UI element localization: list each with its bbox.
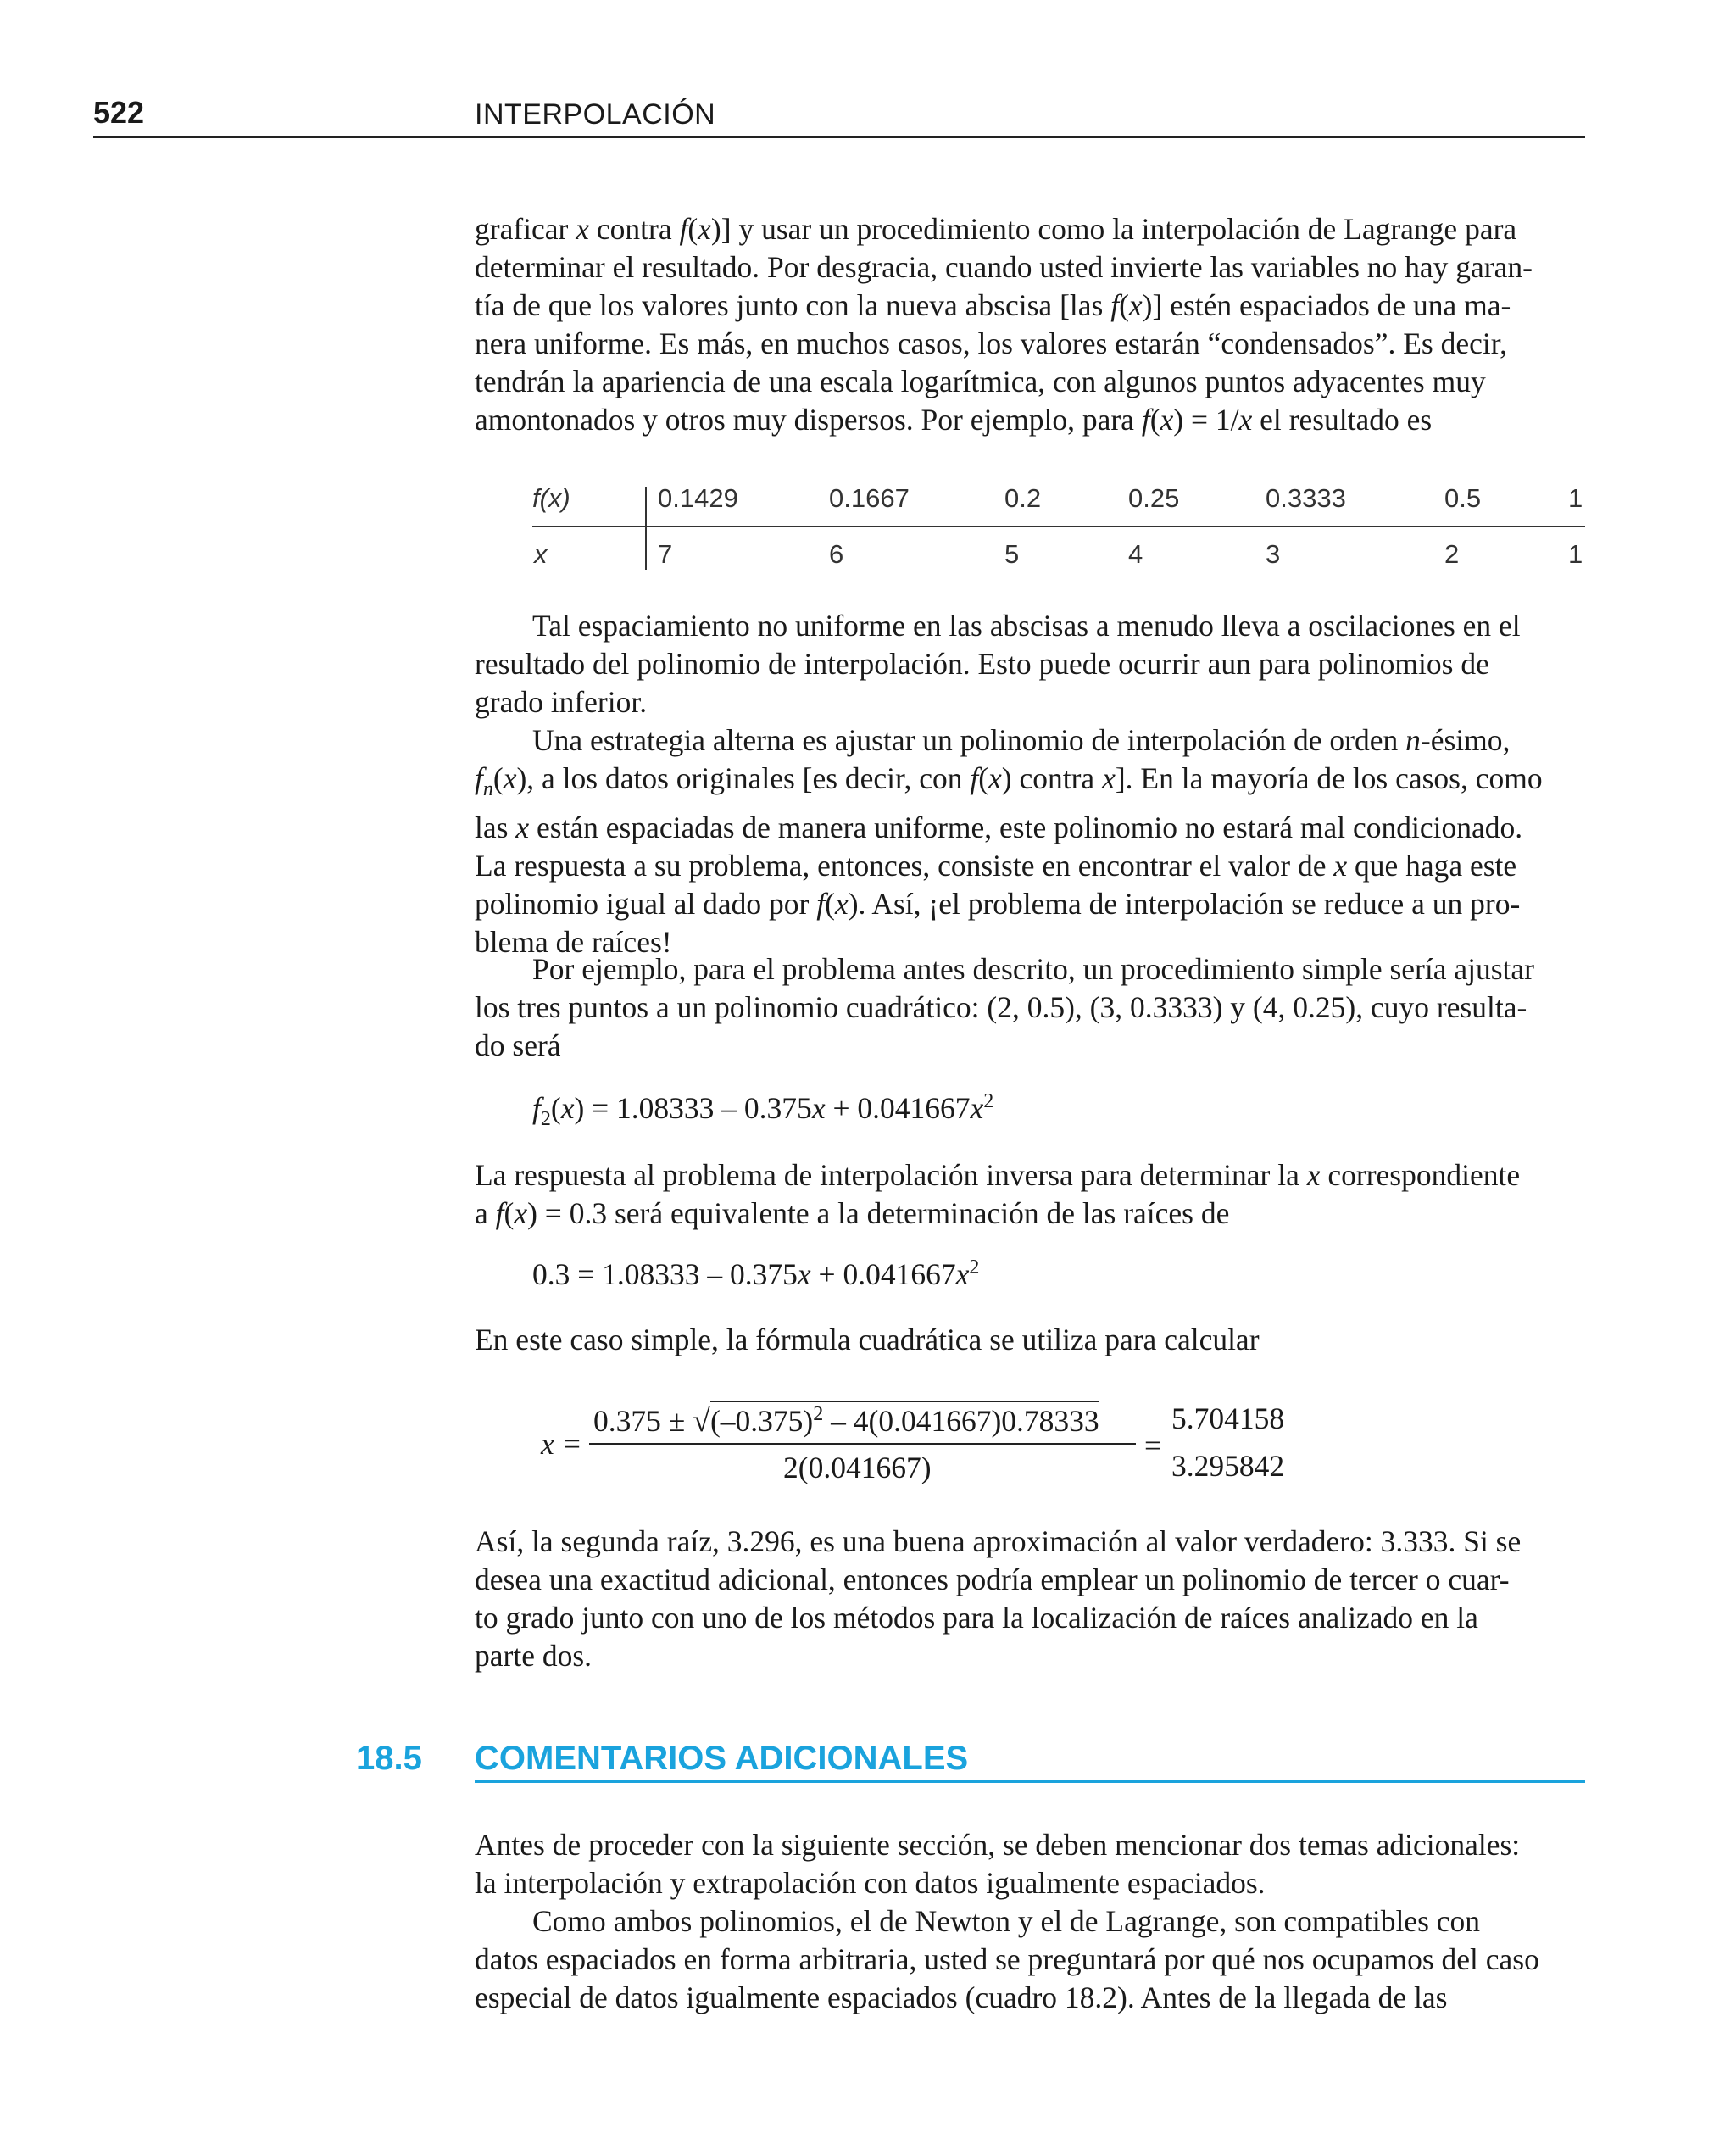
table-cell: 0.25 bbox=[1128, 483, 1180, 513]
paragraph-8 bbox=[475, 1826, 1585, 1902]
table-cell: 1 bbox=[1568, 539, 1583, 569]
paragraph-2 bbox=[475, 607, 1585, 721]
paragraph-9 bbox=[475, 1902, 1585, 2017]
section-title: COMENTARIOS ADICIONALES bbox=[475, 1740, 969, 1777]
text-line: La respuesta a su problema, entonces, consiste en encontrar el valor de x que haga este bbox=[475, 849, 1517, 883]
table-cell: 7 bbox=[658, 539, 673, 569]
table-rule bbox=[532, 526, 1585, 527]
table-cell: 3 bbox=[1266, 539, 1281, 569]
section-number: 18.5 bbox=[356, 1740, 422, 1777]
table-row bbox=[532, 483, 1585, 517]
text-line: Una estrategia alterna es ajustar un polinomio de interpolación de orden n-ésimo, bbox=[532, 723, 1511, 757]
root-value: 3.295842 bbox=[1171, 1449, 1285, 1483]
equation-roots: $0.3 = 1.08333 - 0.375x + 0.041667x^2$ bbox=[532, 1256, 980, 1291]
text-line: la interpolación y extrapolación con datos igualmente espaciados. bbox=[475, 1866, 1266, 1900]
text-line: Tal espaciamiento no uniforme en las abscisas a menudo lleva a oscilaciones en el bbox=[532, 609, 1521, 643]
text-line: resultado del polinomio de interpolación. Esto puede ocurrir aun para polinomios de bbox=[475, 647, 1489, 681]
text-line: $f_n(x)$, a los datos originales [es decir, con f(x) contra x]. En la mayoría de los casos, como bbox=[475, 761, 1543, 801]
fraction-numerator: $0.375 \pm √(-0.375)^2 - 4(0.041667)0.78333$ bbox=[593, 1402, 1099, 1440]
text-line: to grado junto con uno de los métodos para la localización de raíces analizado en la bbox=[475, 1601, 1478, 1635]
text-line: parte dos. bbox=[475, 1639, 593, 1673]
text-line: nera uniforme. Es más, en muchos casos, los valores estarán “condensados”. Es decir, bbox=[475, 326, 1508, 360]
paragraph-7 bbox=[475, 1523, 1585, 1675]
table-cell: 1 bbox=[1568, 483, 1583, 513]
text-line: a f(x) = 0.3 será equivalente a la determinación de las raíces de bbox=[475, 1196, 1230, 1230]
equation-f2: $f_2(x) = 1.08333 - 0.375x + 0.041667x^2$ bbox=[532, 1090, 994, 1131]
text-line: datos espaciados en forma arbitraria, usted se preguntará por qué nos ocupamos del caso bbox=[475, 1942, 1539, 1976]
text-line: tía de que los valores junto con la nueva abscisa [las f(x)] estén espaciados de una ma- bbox=[475, 288, 1511, 322]
paragraph-6 bbox=[475, 1321, 1585, 1359]
page-number: 522 bbox=[93, 95, 145, 130]
section-rule bbox=[475, 1780, 1585, 1783]
text-line: tendrán la apariencia de una escala logarítmica, con algunos puntos adyacentes muy bbox=[475, 365, 1486, 398]
paragraph-5 bbox=[475, 1156, 1585, 1233]
paragraph-3 bbox=[475, 721, 1585, 961]
table-cell: 0.5 bbox=[1444, 483, 1482, 513]
text-line: blema de raíces! bbox=[475, 925, 672, 960]
sqrt-icon: √ bbox=[693, 1403, 710, 1439]
text-line: los tres puntos a un polinomio cuadrático: (2, 0.5), (3, 0.3333) y (4, 0.25), cuyo resulta- bbox=[475, 990, 1527, 1024]
text-line: polinomio igual al dado por f(x). Así, ¡el problema de interpolación se reduce a un pro- bbox=[475, 887, 1521, 922]
text-line: Así, la segunda raíz, 3.296, es una buena aproximación al valor verdadero: 3.333. Si se bbox=[475, 1524, 1522, 1558]
table-cell: 5 bbox=[1004, 539, 1020, 569]
fraction-denominator: 2(0.041667) bbox=[783, 1451, 932, 1484]
table-cell: 4 bbox=[1128, 539, 1143, 569]
text-line: determinar el resultado. Por desgracia, cuando usted invierte las variables no hay garan- bbox=[475, 250, 1533, 284]
text-line: do será bbox=[475, 1028, 561, 1062]
root-value: 5.704158 bbox=[1171, 1401, 1285, 1435]
table-cell: 0.2 bbox=[1004, 483, 1042, 513]
table-cell: 6 bbox=[829, 539, 844, 569]
text-line: En este caso simple, la fórmula cuadrática se utiliza para calcular bbox=[475, 1323, 1260, 1356]
text-line: Antes de proceder con la siguiente sección, se deben mencionar dos temas adicionales: bbox=[475, 1828, 1521, 1862]
table-row-label: f(x) bbox=[532, 483, 570, 513]
table-row-label: x bbox=[534, 539, 548, 569]
equation-equals: = bbox=[1144, 1429, 1162, 1462]
text-line: La respuesta al problema de interpolación inversa para determinar la x correspondiente bbox=[475, 1158, 1521, 1192]
table-row bbox=[532, 539, 1585, 573]
paragraph-1 bbox=[475, 210, 1585, 439]
fraction-bar bbox=[589, 1443, 1136, 1445]
equation-lhs: x = bbox=[541, 1427, 582, 1461]
text-line: graficar x contra f(x)] y usar un procedimiento como la interpolación de Lagrange para bbox=[475, 212, 1517, 246]
text-line: desea una exactitud adicional, entonces podría emplear un polinomio de tercer o cuar- bbox=[475, 1562, 1510, 1596]
text-line: grado inferior. bbox=[475, 685, 648, 719]
running-title: INTERPOLACIÓN bbox=[475, 98, 716, 131]
text-line: Por ejemplo, para el problema antes descrito, un procedimiento simple sería ajustar bbox=[532, 952, 1534, 986]
header-rule bbox=[93, 136, 1585, 138]
text-line: las x están espaciadas de manera uniforme, este polinomio no estará mal condicionado. bbox=[475, 810, 1523, 845]
text-line: Como ambos polinomios, el de Newton y el de Lagrange, son compatibles con bbox=[532, 1904, 1481, 1938]
table-cell: 2 bbox=[1444, 539, 1460, 569]
table-cell: 0.1429 bbox=[658, 483, 738, 513]
table-cell: 0.3333 bbox=[1266, 483, 1346, 513]
paragraph-4 bbox=[475, 950, 1585, 1065]
text-line: especial de datos igualmente espaciados (cuadro 18.2). Antes de la llegada de las bbox=[475, 1980, 1448, 2014]
text-line: amontonados y otros muy dispersos. Por ejemplo, para f(x) = 1/x el resultado es bbox=[475, 403, 1433, 437]
table-cell: 0.1667 bbox=[829, 483, 910, 513]
